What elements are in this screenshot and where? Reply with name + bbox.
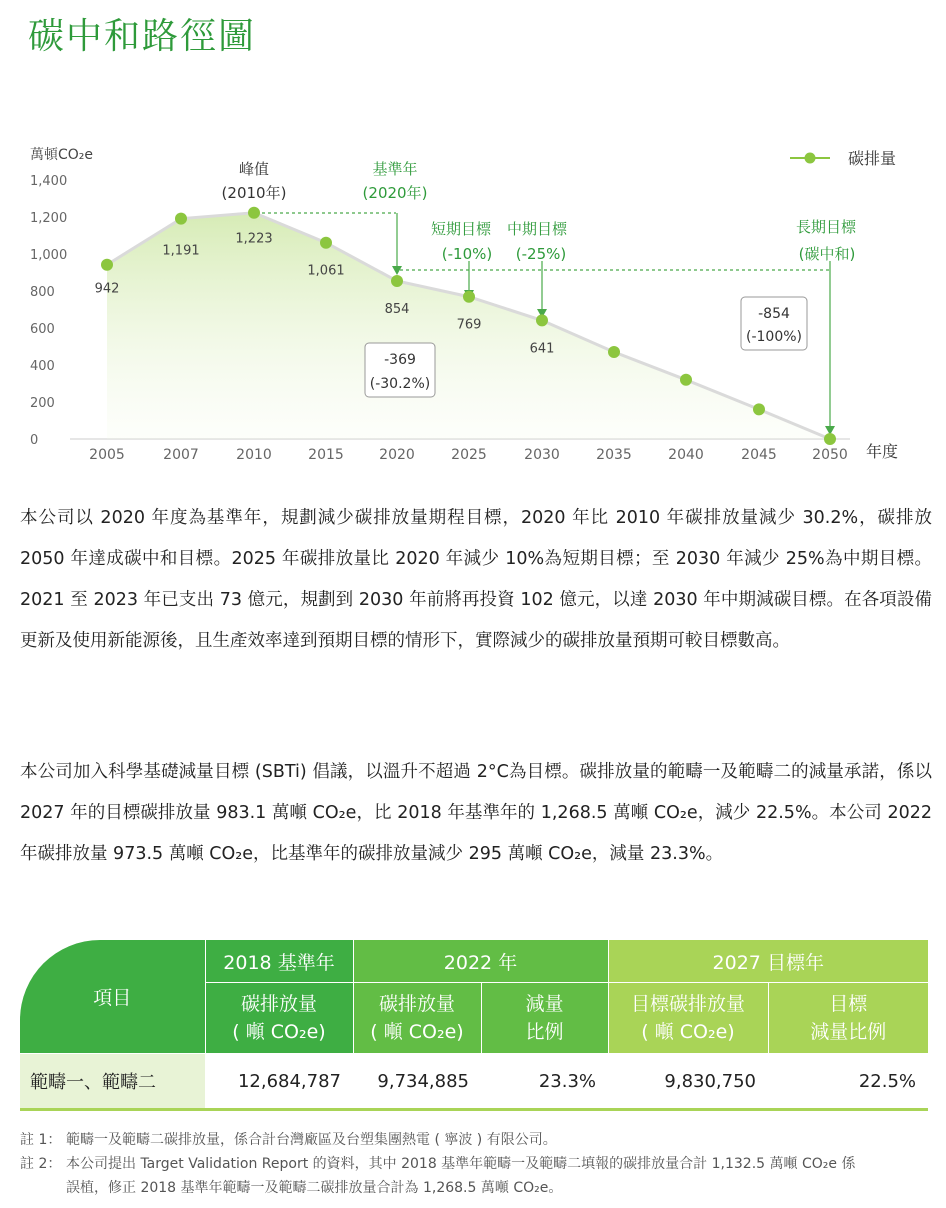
x-tick-label: 2005: [89, 447, 125, 463]
footnote-label: 註 1：: [20, 1132, 62, 1148]
y-tick-label: 800: [30, 285, 55, 300]
data-point: [391, 275, 403, 287]
x-tick-label: 2010: [236, 447, 272, 463]
table-cell: 22.5%: [768, 1054, 928, 1110]
x-ticks: [89, 447, 848, 463]
table-subheader-2022-reduction: 減量 比例: [481, 983, 608, 1054]
x-tick-label: 2030: [524, 447, 560, 463]
table-cell: 12,684,787: [205, 1054, 353, 1110]
table-cell: 9,830,750: [608, 1054, 768, 1110]
intro-paragraph: 本公司以 2020 年度為基準年，規劃減少碳排放量期程目標，2020 年比 2010 年碳排放量減少 30.2%，碳排放 2050 年達成碳中和目標。2025 年碳排放量比 2020 年減少 10%為短期目標；至 2030 年減少 25%為中期目標。2021 至 2023 年已支出 73 億元，規劃到 2030 年前將再投資 102 億元，以達 2030 年中期減碳目標。在各項設備更新及使用新能源後，且生產效率達到預期目標的情形下，實際減少的碳排放量預期可較目標數高。: [20, 508, 932, 651]
y-tick-label: 200: [30, 396, 55, 411]
x-tick-label: 2015: [308, 447, 344, 463]
data-label: 1,061: [307, 263, 345, 279]
data-point: [536, 314, 548, 326]
sbti-paragraph: 本公司加入科學基礎減量目標 (SBTi) 倡議，以溫升不超過 2°C為目標。碳排放量的範疇一及範疇二的減量承諾，係以 2027 年的目標碳排放量 983.1 萬噸 CO₂e，比 2018 年基準年的 1,268.5 萬噸 CO₂e，減少 22.5%。本公司 2022 年碳排放量 973.5 萬噸 CO₂e，比基準年的碳排放量減少 295 萬噸 CO₂e，減量 23.3%。: [20, 762, 932, 864]
carbon-pathway-chart: [0, 130, 946, 470]
legend-marker: [805, 153, 816, 164]
data-point: [248, 207, 260, 219]
y-axis-label: 萬頓CO₂e: [30, 147, 94, 163]
data-point: [753, 403, 765, 415]
footnote-label: 註 2：: [20, 1156, 62, 1172]
table-subheader-2027-target-emission: 目標碳排放量 ( 噸 CO₂e): [608, 983, 768, 1054]
x-tick-label: 2025: [451, 447, 487, 463]
data-point: [824, 433, 836, 445]
y-tick-label: 1,200: [30, 211, 68, 226]
data-point: [101, 259, 113, 271]
emission-table: [20, 940, 928, 1111]
y-tick-label: 600: [30, 322, 55, 337]
footnote-2: [20, 1152, 930, 1200]
page-title: 碳中和路徑圖: [28, 16, 257, 57]
x-axis-label: 年度: [866, 442, 899, 461]
x-tick-label: 2007: [163, 447, 199, 463]
data-point: [608, 346, 620, 358]
footnote-text: 本公司提出 Target Validation Report 的資料，其中 2018 基準年範疇一及範疇二填報的碳排放量合計 1,132.5 萬噸 CO₂e 係: [66, 1156, 856, 1172]
mid-term-annotation-title: 中期目標: [506, 220, 568, 238]
table-cell: 9,734,885: [353, 1054, 481, 1110]
x-tick-label: 2045: [741, 447, 777, 463]
data-point: [680, 374, 692, 386]
y-tick-label: 0: [30, 433, 39, 448]
x-tick-label: 2050: [812, 447, 848, 463]
y-tick-label: 1,400: [30, 174, 68, 189]
long-term-annotation-title: 長期目標: [795, 218, 857, 236]
table-row: [20, 1054, 928, 1110]
table-header-group-2022: 2022 年: [353, 940, 608, 983]
y-tick-label: 1,000: [30, 248, 68, 263]
table-subheader-2027-target-reduction: 目標 減量比例: [768, 983, 928, 1054]
base-annotation-title: 基準年: [372, 160, 418, 178]
table-header-group-2018: 2018 基準年: [205, 940, 353, 983]
reduction-box-2020-value: -369: [384, 352, 416, 368]
data-label: 769: [456, 317, 482, 333]
table-subheader-2018-emission: 碳排放量 ( 噸 CO₂e): [205, 983, 353, 1054]
y-tick-label: 400: [30, 359, 55, 374]
data-label: 1,191: [162, 243, 200, 259]
table-subheader-2022-emission: 碳排放量 ( 噸 CO₂e): [353, 983, 481, 1054]
long-term-annotation-note: (碳中和): [798, 245, 856, 263]
base-annotation-year: (2020年): [362, 184, 428, 202]
data-label: 854: [384, 302, 410, 318]
reduction-box-2050-pct: (-100%): [746, 329, 802, 345]
data-label: 641: [529, 341, 555, 357]
footnote-text-continued: 誤植，修正 2018 基準年範疇一及範疇二碳排放量合計為 1,268.5 萬噸 CO₂e。: [66, 1180, 563, 1196]
data-point: [463, 291, 475, 303]
y-ticks: [30, 174, 67, 448]
x-tick-label: 2040: [668, 447, 704, 463]
reduction-box-2020-pct: (-30.2%): [369, 376, 431, 392]
peak-annotation-year: (2010年): [221, 184, 287, 202]
table-header-item: 項目: [20, 940, 205, 1054]
short-term-annotation-pct: (-10%): [441, 245, 493, 263]
x-tick-label: 2020: [379, 447, 415, 463]
data-label: 942: [94, 281, 120, 297]
data-point: [320, 237, 332, 249]
footnote-1: [20, 1128, 930, 1152]
short-term-annotation-title: 短期目標: [430, 220, 492, 238]
mid-term-annotation-pct: (-25%): [515, 245, 567, 263]
data-point: [175, 213, 187, 225]
reduction-box-2050-value: -854: [758, 306, 790, 322]
table-cell: 23.3%: [481, 1054, 608, 1110]
table-header-group-2027: 2027 目標年: [608, 940, 928, 983]
table-row-label: 範疇一、範疇二: [20, 1054, 205, 1110]
peak-annotation-title: 峰值: [238, 160, 270, 178]
x-tick-label: 2035: [596, 447, 632, 463]
legend-label: 碳排量: [848, 149, 897, 168]
data-label: 1,223: [235, 231, 273, 247]
footnote-text: 範疇一及範疇二碳排放量，係合計台灣廠區及台塑集團熱電 ( 寧波 ) 有限公司。: [66, 1132, 557, 1148]
